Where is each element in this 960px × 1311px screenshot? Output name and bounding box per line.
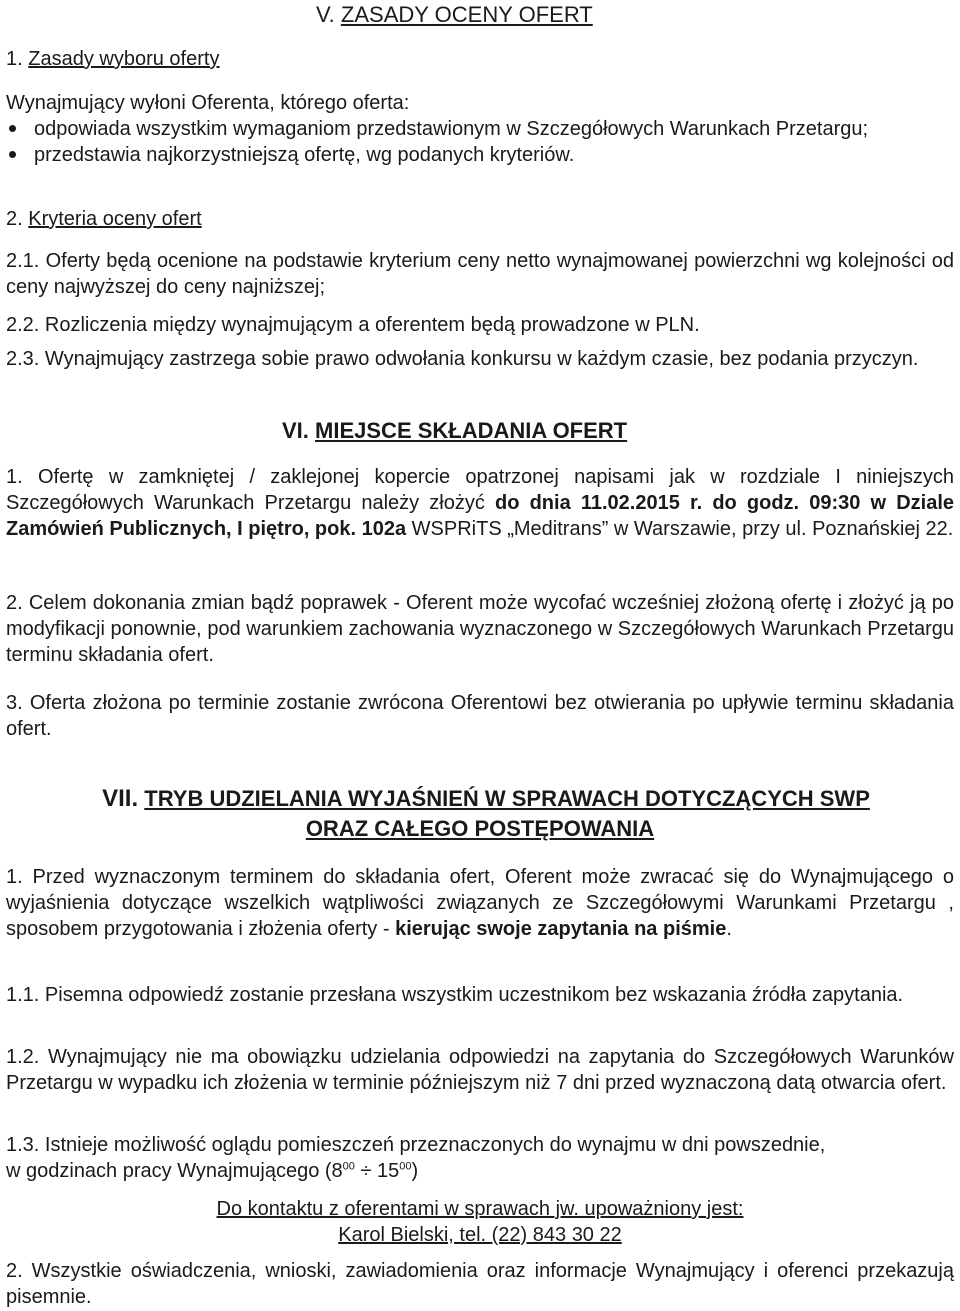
hour-superscript: 00: [399, 1160, 412, 1173]
deadline-text: do dnia 11.02.2015 r. do godz. 09:30 w Dziale Zamówień Publicznych, I piętro, pok. 102a: [6, 492, 955, 540]
section-7-title-line2: [0, 816, 960, 842]
subsection-2-title: Kryteria oceny ofert: [28, 208, 202, 230]
section-6-number: VI.: [282, 418, 309, 443]
text-span: ÷ 15: [354, 1160, 400, 1182]
text-span: WSPRiTS „Meditrans” w Warszawie, przy ul. Poznańskiej 22.: [406, 518, 954, 540]
text-span: w godzinach pracy Wynajmującego (8: [6, 1160, 343, 1182]
subsection-2-heading: [6, 206, 954, 232]
paragraph-2-2: 2.2. Rozliczenia między wynajmującym a oferentem będą prowadzone w PLN.: [6, 314, 700, 336]
text-span: ): [411, 1160, 419, 1182]
bullet-dot-icon: [9, 125, 16, 132]
section-5-number: V.: [316, 2, 335, 27]
bullet-item: [6, 142, 954, 168]
contact-line-1: Do kontaktu z oferentami w sprawach jw. upoważniony jest:: [216, 1198, 744, 1220]
paragraph-6-2: 2. Celem dokonania zmian bądź poprawek - Oferent może wycofać wcześniej złożoną ofertę i złożyć ją po modyfikacji ponownie, pod warunkiem zachowania wyznaczonego w Szczegółowych Warunkach Przetargu terminu składania ofert.: [6, 592, 954, 666]
contact-block: [0, 1196, 960, 1248]
subsection-1-number: 1.: [6, 48, 23, 70]
bullet-dot-icon: [9, 151, 16, 158]
paragraph-7-1-2: 1.2. Wynajmujący nie ma obowiązku udzielania odpowiedzi na zapytania do Szczegółowych Warunków Przetargu w wypadku ich złożenia w terminie późniejszym niż 7 dni przed wyznaczoną datą otwarcia ofert.: [6, 1046, 954, 1094]
subsection-2-number: 2.: [6, 208, 23, 230]
hour-superscript: 00: [342, 1160, 355, 1173]
paragraph-7-1: [6, 864, 954, 942]
text-span: .: [726, 918, 732, 940]
paragraph-7-1-1: 1.1. Pisemna odpowiedź zostanie przesłana wszystkim uczestnikom bez wskazania źródła zapytania.: [6, 984, 904, 1006]
contact-line-2: Karol Bielski, tel. (22) 843 30 22: [338, 1224, 622, 1246]
paragraph-7-1-3: [6, 1132, 954, 1184]
bullet-item: [6, 116, 954, 142]
section-7-title: [36, 786, 936, 812]
bullet-text: odpowiada wszystkim wymaganiom przedstawionym w Szczegółowych Warunkach Przetargu;: [34, 118, 869, 140]
paragraph-6-3: 3. Oferta złożona po terminie zostanie zwrócona Oferentowi bez otwierania po upływie terminu składania ofert.: [6, 692, 954, 740]
text-span: 1. Przed wyznaczonym terminem do składania ofert, Oferent może zwracać się do Wynajmującego o wyjaśnienia dotyczące wszelkich wątpliwości związanych ze Szczegółowymi Warunkami Przetargu , sposobem przygotowania i złożenia oferty -: [6, 866, 954, 940]
text-line: 1.3. Istnieje możliwość oglądu pomieszczeń przeznaczonych do wynajmu w dni powszednie,: [6, 1134, 826, 1156]
paragraph-6-1: [6, 464, 954, 542]
section-7-number: VII.: [102, 785, 139, 812]
paragraph-2-1: 2.1. Oferty będą ocenione na podstawie kryterium ceny netto wynajmowanej powierzchni wg kolejności od ceny najwyższej do ceny najniższej;: [6, 250, 954, 298]
subsection-1-heading: [6, 46, 954, 72]
section-6-heading: MIEJSCE SKŁADANIA OFERT: [315, 418, 628, 443]
section-5-heading: ZASADY OCENY OFERT: [340, 2, 593, 27]
section-5-title: [316, 2, 716, 28]
paragraph-2-3: 2.3. Wynajmujący zastrzega sobie prawo odwołania konkursu w każdym czasie, bez podania przyczyn.: [6, 348, 919, 370]
emphasis-text: kierując swoje zapytania na piśmie: [395, 918, 727, 940]
text-span: 1. Ofertę w zamkniętej / zaklejonej kopercie opatrzonej napisami jak w rozdziale I niniejszych Szczegółowych Warunkach Przetargu należy złożyć: [6, 466, 954, 514]
bullet-text: przedstawia najkorzystniejszą ofertę, wg podanych kryteriów.: [34, 144, 575, 166]
section-7-heading-line2: ORAZ CAŁEGO POSTĘPOWANIA: [305, 816, 655, 841]
paragraph-7-2: 2. Wszystkie oświadczenia, wnioski, zawiadomienia oraz informacje Wynajmujący i oferenci przekazują pisemnie.: [6, 1260, 954, 1308]
section-6-title: [282, 418, 782, 444]
subsection-1-title: Zasady wyboru oferty: [28, 48, 220, 70]
intro-text: Wynajmujący wyłoni Oferenta, którego oferta:: [6, 92, 410, 114]
criteria-bullet-list: [6, 116, 954, 168]
section-7-heading-line1: TRYB UDZIELANIA WYJAŚNIEŃ W SPRAWACH DOTYCZĄCYCH SWP: [144, 786, 870, 811]
